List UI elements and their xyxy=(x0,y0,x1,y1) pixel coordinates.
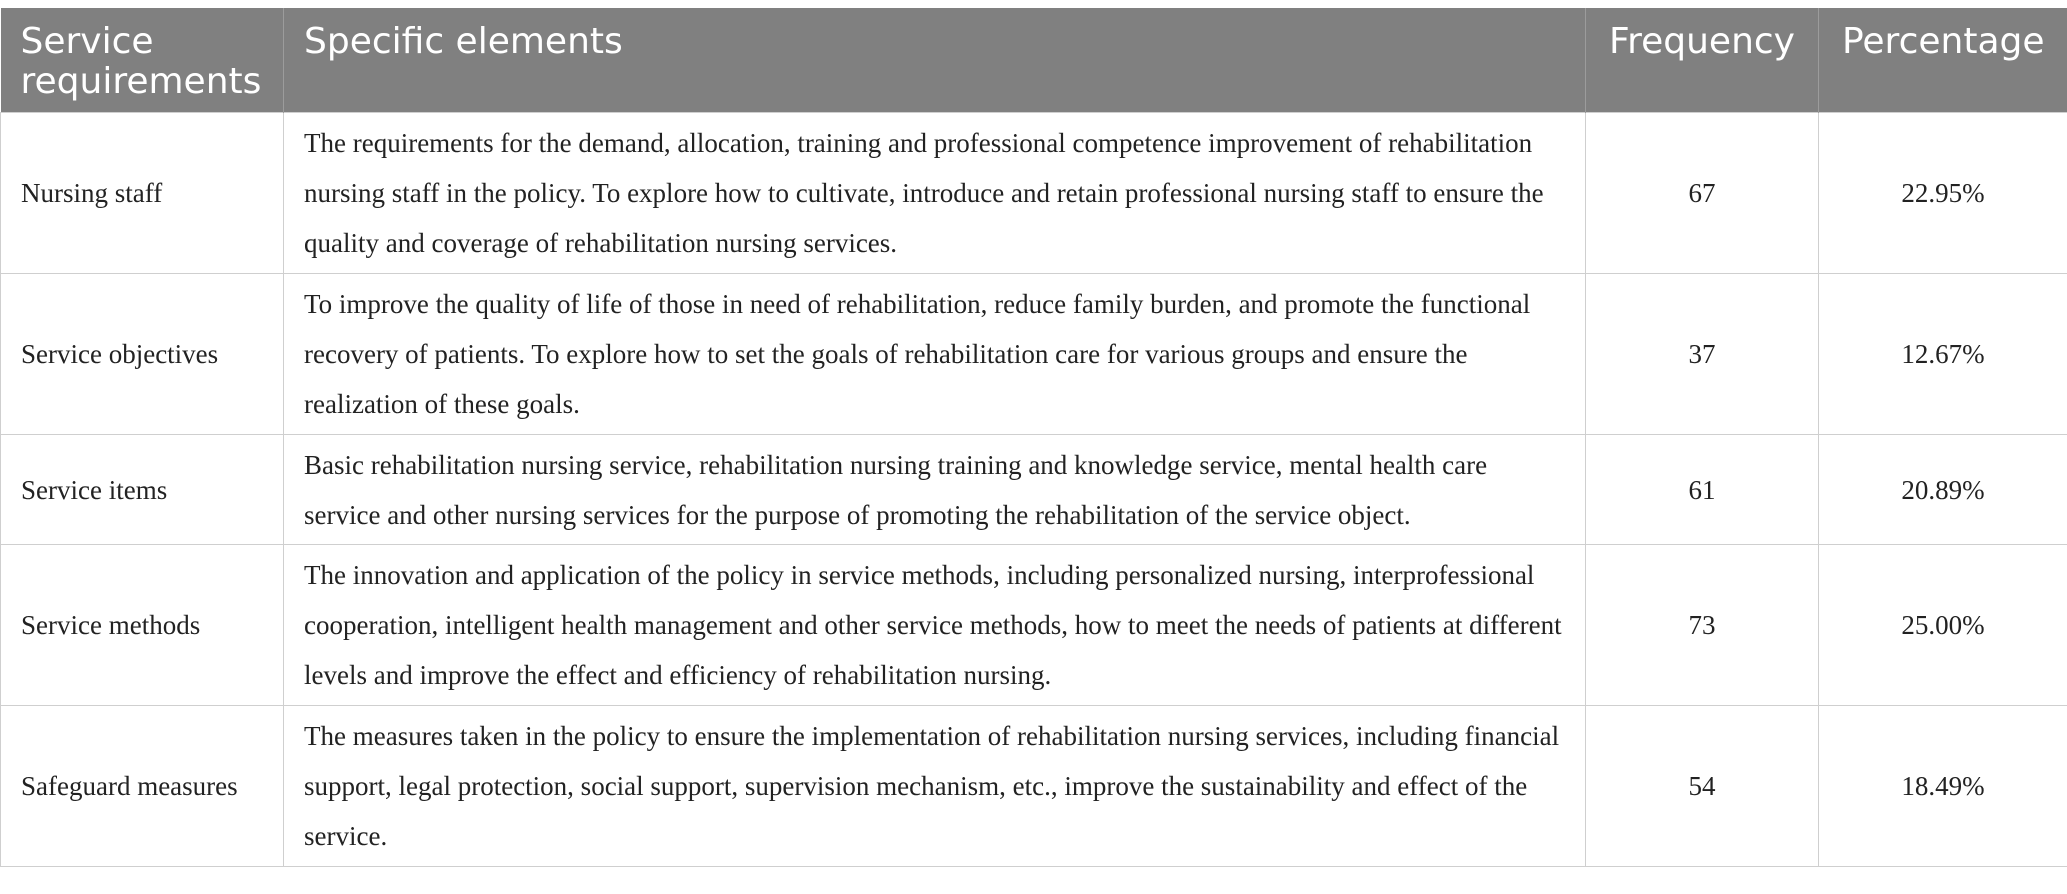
percentage-cell: 12.67% xyxy=(1819,274,2067,435)
header-frequency: Frequency xyxy=(1586,8,1819,113)
elements-cell: The measures taken in the policy to ensure the implementation of rehabilitation nursing services, including financial support, legal protection, social support, supervision mechanism, etc., improve the sustainability and effect of the service. xyxy=(284,706,1586,867)
requirement-cell: Safeguard measures xyxy=(1,706,284,867)
elements-cell: The requirements for the demand, allocation, training and professional competence improvement of rehabilitation nursing staff in the policy. To explore how to cultivate, introduce and retain professional nursing staff to ensure the quality and coverage of rehabilitation nursing services. xyxy=(284,113,1586,274)
requirement-cell: Service objectives xyxy=(1,274,284,435)
frequency-cell: 54 xyxy=(1586,706,1819,867)
table-body xyxy=(1,113,2067,867)
elements-cell: The innovation and application of the policy in service methods, including personalized nursing, interprofessional cooperation, intelligent health management and other service methods, how to meet the needs of patients at different levels and improve the effect and efficiency of rehabilitation nursing. xyxy=(284,545,1586,706)
percentage-cell: 22.95% xyxy=(1819,113,2067,274)
percentage-cell: 20.89% xyxy=(1819,435,2067,545)
requirement-cell: Service items xyxy=(1,435,284,545)
table-row xyxy=(1,113,2067,274)
elements-cell: Basic rehabilitation nursing service, rehabilitation nursing training and knowledge service, mental health care service and other nursing services for the purpose of promoting the rehabilitation of the service object. xyxy=(284,435,1586,545)
header-row xyxy=(1,8,2067,113)
table-row xyxy=(1,274,2067,435)
frequency-cell: 61 xyxy=(1586,435,1819,545)
requirement-cell: Nursing staff xyxy=(1,113,284,274)
table-row xyxy=(1,435,2067,545)
frequency-cell: 73 xyxy=(1586,545,1819,706)
requirement-cell: Service methods xyxy=(1,545,284,706)
table-header xyxy=(1,8,2067,113)
header-service-requirements: Service requirements xyxy=(1,8,284,113)
percentage-cell: 25.00% xyxy=(1819,545,2067,706)
frequency-cell: 37 xyxy=(1586,274,1819,435)
service-requirements-table xyxy=(0,8,2067,867)
frequency-cell: 67 xyxy=(1586,113,1819,274)
header-specific-elements: Specific elements xyxy=(284,8,1586,113)
table-row xyxy=(1,706,2067,867)
percentage-cell: 18.49% xyxy=(1819,706,2067,867)
table-row xyxy=(1,545,2067,706)
elements-cell: To improve the quality of life of those in need of rehabilitation, reduce family burden, and promote the functional recovery of patients. To explore how to set the goals of rehabilitation care for various groups and ensure the realization of these goals. xyxy=(284,274,1586,435)
header-percentage: Percentage xyxy=(1819,8,2067,113)
